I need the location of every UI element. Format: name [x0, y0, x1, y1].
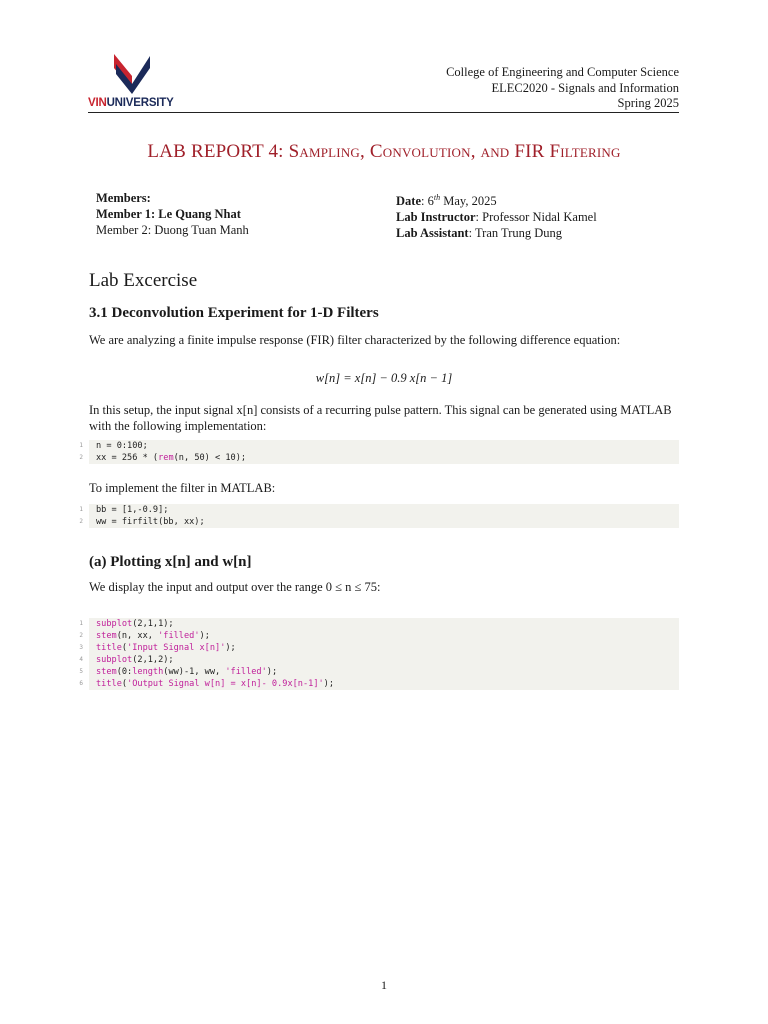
code-line: 2 stem(n, xx, 'filled');: [89, 630, 679, 642]
college-name: College of Engineering and Computer Science: [446, 65, 679, 79]
report-title-text: LAB REPORT 4: Sampling, Convolution, and FIR Filtering: [147, 141, 621, 162]
line-number: 2: [79, 454, 83, 461]
header-divider: [88, 112, 679, 113]
members-heading: Members:: [96, 191, 151, 205]
member2: Member 2: Duong Tuan Manh: [96, 223, 249, 237]
line-number: 1: [79, 620, 83, 627]
code-line: 1 n = 0:100;: [89, 440, 679, 452]
paragraph-plot-range: We display the input and output over the range 0 ≤ n ≤ 75:: [89, 580, 381, 594]
date-line: Date: 6th May, 2025: [396, 193, 497, 209]
member1-label: Member 1:: [96, 207, 156, 221]
report-title: [0, 141, 768, 163]
code-line: 1 bb = [1,-0.9];: [89, 504, 679, 516]
line-number: 1: [79, 442, 83, 449]
course-header: [446, 65, 679, 112]
line-number: 2: [79, 518, 83, 525]
subsection-heading: 3.1 Deconvolution Experiment for 1-D Filters: [89, 305, 379, 321]
code-block-plotting: [79, 618, 679, 690]
logo-wordmark: VINUNIVERSITY: [88, 97, 174, 109]
member1-name: Le Quang Nhat: [158, 207, 241, 221]
line-number: 5: [79, 668, 83, 675]
paragraph-input-signal: In this setup, the input signal x[n] consists of a recurring pulse pattern. This signal can be generated using MATLAB with the following implementation:: [89, 403, 672, 433]
section-heading: Lab Excercise: [89, 270, 198, 291]
line-number: 6: [79, 680, 83, 687]
code-line: 1 subplot(2,1,1);: [89, 618, 679, 630]
line-number: 4: [79, 656, 83, 663]
semester: Spring 2025: [617, 96, 679, 110]
code-line: 2 xx = 256 * (rem(n, 50) < 10);: [89, 452, 679, 464]
difference-equation: w[n] = x[n] − 0.9 x[n − 1]: [315, 371, 453, 385]
code-line: 5 stem(0:length(ww)-1, ww, 'filled');: [89, 666, 679, 678]
line-number: 3: [79, 644, 83, 651]
code-line: 2 ww = firfilt(bb, xx);: [89, 516, 679, 528]
code-block-filter: [79, 504, 679, 528]
lab-info-block: [396, 190, 597, 241]
assistant-line: Lab Assistant: Tran Trung Dung: [396, 226, 563, 241]
code-line: 4 subplot(2,1,2);: [89, 654, 679, 666]
instructor-line: Lab Instructor: Professor Nidal Kamel: [396, 210, 597, 225]
course-code: ELEC2020 - Signals and Information: [491, 80, 679, 95]
line-number: 2: [79, 632, 83, 639]
code-line: 6 title('Output Signal w[n] = x[n]- 0.9x[n-1]');: [89, 678, 679, 690]
page-number: 1: [381, 978, 387, 992]
members-block: [96, 190, 249, 238]
subsection-a-heading: (a) Plotting x[n] and w[n]: [89, 554, 252, 570]
code-line: 3 title('Input Signal x[n]');: [89, 642, 679, 654]
paragraph-intro: We are analyzing a finite impulse response (FIR) filter characterized by the following difference equation:: [89, 333, 621, 347]
paragraph-filter: To implement the filter in MATLAB:: [89, 481, 276, 495]
code-block-signal: [79, 440, 679, 464]
line-number: 1: [79, 506, 83, 513]
